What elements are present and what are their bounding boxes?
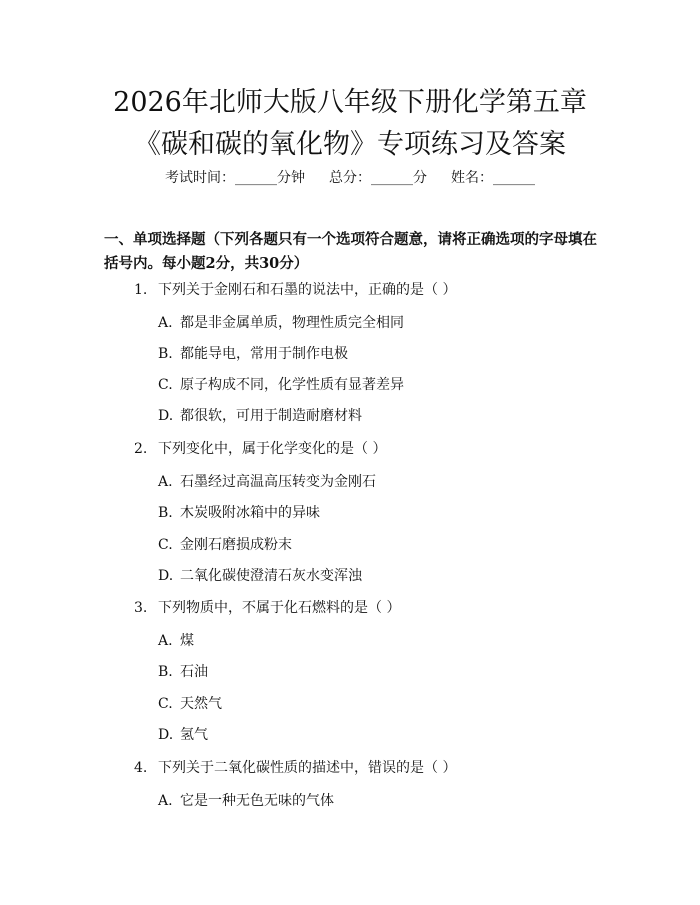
question-2-option-b: [158, 503, 320, 523]
question-number: 1.: [134, 282, 148, 298]
option-letter: A.: [158, 474, 173, 490]
option-text: 石油: [180, 664, 208, 680]
student-name-field: 姓名：______: [451, 170, 535, 186]
question-1-option-b: [158, 344, 348, 364]
exam-info-line: [0, 168, 700, 188]
question-2-stem: [134, 439, 386, 459]
option-text: 它是一种无色无味的气体: [180, 793, 334, 809]
question-1-option-d: [158, 406, 362, 426]
question-1-stem: [134, 280, 456, 300]
question-number: 2.: [134, 441, 148, 457]
section-heading: 一、单项选择题（下列各题只有一个选项符合题意，请将正确选项的字母填在括号内。每小题2分，共30分）: [104, 231, 597, 272]
question-3-option-a: [158, 631, 194, 651]
option-letter: D.: [158, 408, 174, 424]
option-letter: A.: [158, 633, 173, 649]
option-letter: A.: [158, 793, 173, 809]
question-2-option-c: [158, 535, 292, 555]
option-text: 金刚石磨损成粉末: [180, 537, 292, 553]
question-number: 3.: [134, 600, 148, 616]
question-1-option-a: [158, 313, 404, 333]
exam-time-field: 考试时间：______分钟: [165, 170, 305, 186]
option-letter: C.: [158, 696, 173, 712]
option-text: 氢气: [180, 727, 208, 743]
option-text: 都很软，可用于制造耐磨材料: [180, 408, 362, 424]
question-text: 下列物质中，不属于化石燃料的是（ ）: [158, 600, 401, 616]
option-letter: B.: [158, 664, 173, 680]
option-text: 二氧化碳使澄清石灰水变浑浊: [180, 568, 362, 584]
option-text: 原子构成不同，化学性质有显著差异: [180, 377, 404, 393]
total-score-field: 总分：______分: [329, 170, 427, 186]
document-title: 2026年北师大版八年级下册化学第五章《碳和碳的氧化物》专项练习及答案: [113, 87, 587, 160]
option-text: 天然气: [180, 696, 222, 712]
question-4-stem: [134, 758, 456, 778]
question-text: 下列关于二氧化碳性质的描述中，错误的是（ ）: [158, 760, 457, 776]
question-1-option-c: [158, 375, 404, 395]
option-text: 都能导电，常用于制作电极: [180, 346, 348, 362]
option-text: 煤: [180, 633, 194, 649]
option-letter: B.: [158, 346, 173, 362]
question-text: 下列变化中，属于化学变化的是（ ）: [158, 441, 387, 457]
option-letter: C.: [158, 537, 173, 553]
option-letter: B.: [158, 505, 173, 521]
option-letter: D.: [158, 727, 174, 743]
question-3-option-d: [158, 725, 208, 745]
question-3-stem: [134, 598, 400, 618]
option-text: 木炭吸附冰箱中的异味: [180, 505, 320, 521]
option-text: 石墨经过高温高压转变为金刚石: [180, 474, 376, 490]
question-4-option-a: [158, 791, 334, 811]
question-2-option-d: [158, 566, 362, 586]
question-number: 4.: [134, 760, 148, 776]
question-2-option-a: [158, 472, 376, 492]
option-letter: C.: [158, 377, 173, 393]
option-letter: A.: [158, 315, 173, 331]
question-3-option-b: [158, 662, 208, 682]
option-text: 都是非金属单质，物理性质完全相同: [180, 315, 404, 331]
option-letter: D.: [158, 568, 174, 584]
question-text: 下列关于金刚石和石墨的说法中，正确的是（ ）: [158, 282, 457, 298]
question-3-option-c: [158, 694, 222, 714]
